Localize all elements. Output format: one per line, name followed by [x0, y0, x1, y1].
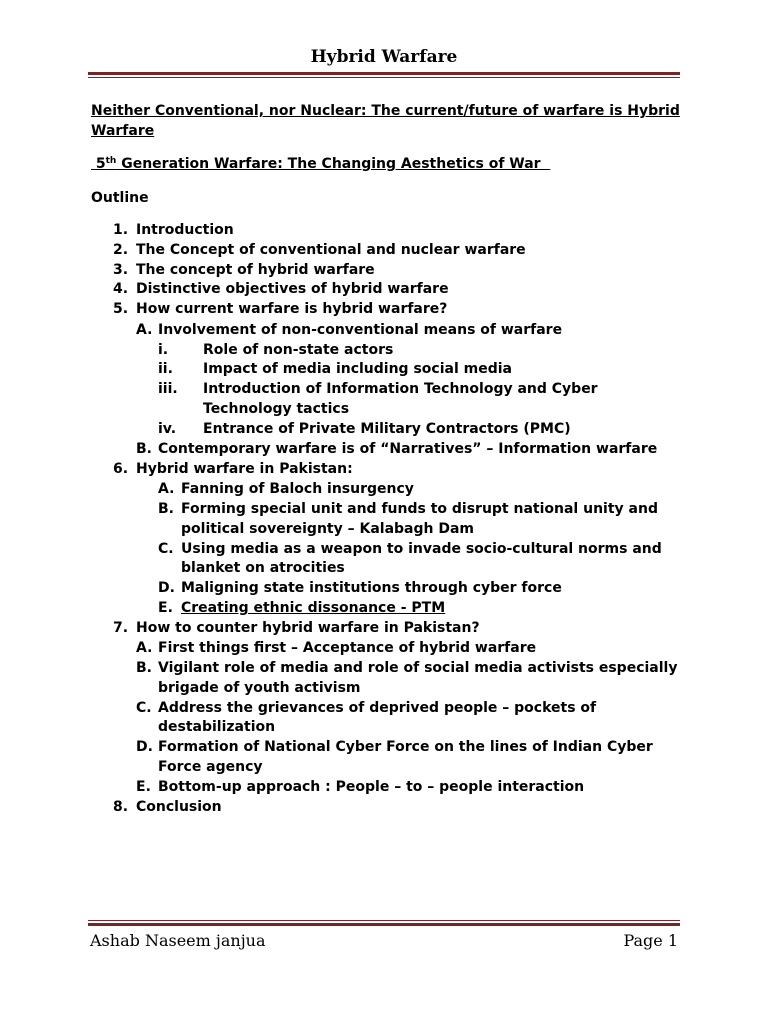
document-subheading: 5th Generation Warfare: The Changing Aesthetics of War	[91, 156, 551, 172]
document-heading: Neither Conventional, nor Nuclear: The current/future of warfare is Hybrid Warfare	[91, 103, 680, 139]
ordinal-superscript: th	[105, 156, 117, 166]
header-title: Hybrid Warfare	[310, 47, 458, 67]
header-rule	[88, 72, 680, 78]
page-number: Page 1	[623, 931, 678, 950]
footer-rule	[88, 920, 680, 926]
outline-label: Outline	[91, 190, 149, 206]
footer-author: Ashab Naseem janjua	[90, 931, 266, 950]
